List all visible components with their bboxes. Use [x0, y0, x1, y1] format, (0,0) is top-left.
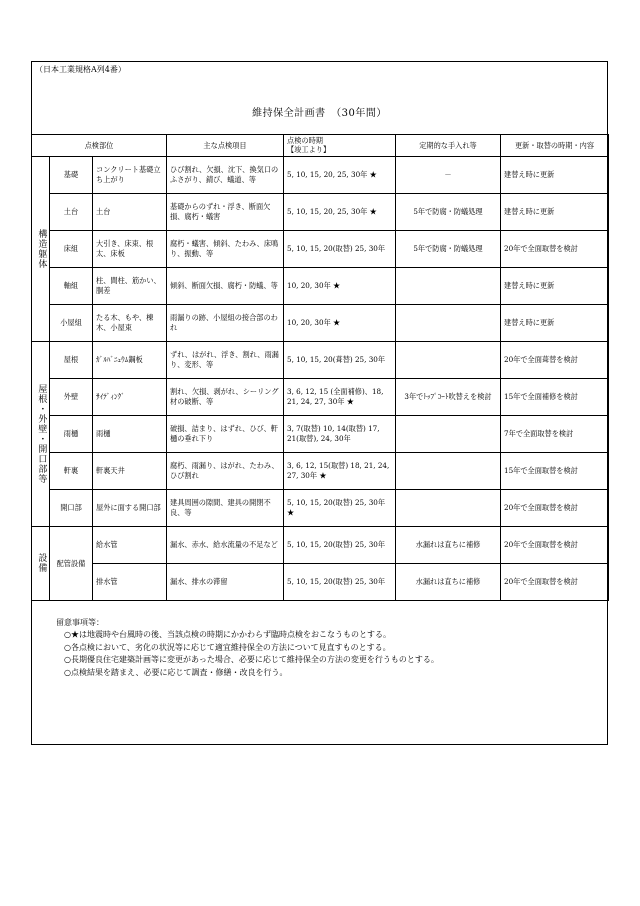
row-replace: 15年で全面取替を検討 [501, 452, 609, 489]
row-member: 給水管 [93, 526, 167, 563]
row-member: 雨樋 [93, 415, 167, 452]
row-items: 傾斜、断面欠損、腐朽・防蟻、等 [167, 267, 284, 304]
row-care [396, 489, 501, 526]
row-category: 開口部 [50, 489, 93, 526]
row-care [396, 267, 501, 304]
row-member: 柱、間柱、筋かい、胴差 [93, 267, 167, 304]
document-frame [31, 61, 608, 745]
row-timing: 5, 10, 15, 20, 25, 30年 ★ [284, 156, 396, 193]
row-category: 外壁 [50, 378, 93, 415]
row-replace: 建替え時に更新 [501, 267, 609, 304]
notes-heading: 留意事項等： [56, 618, 104, 627]
row-care: 5年で防腐・防蟻処理 [396, 193, 501, 230]
note-line: ○長期優良住宅建築計画等に変更があった場合、必要に応じて維持保全の方法の変更を行うものとする。 [64, 655, 439, 665]
row-timing: 3, 7(取替) 10, 14(取替) 17, 21(取替), 24, 30年 [284, 415, 396, 452]
row-timing: 10, 20, 30年 ★ [284, 304, 396, 341]
row-timing: 5, 10, 15, 20(取替) 25, 30年 [284, 526, 396, 563]
row-replace: 建替え時に更新 [501, 304, 609, 341]
row-replace: 15年で全面補修を検討 [501, 378, 609, 415]
table-row [32, 156, 609, 193]
header-timing-line2: 【竣工より】 [287, 145, 331, 155]
note-line: ○★は地震時や台風時の後、当該点検の時期にかかわらず臨時点検をおこなうものとする。 [64, 630, 391, 640]
table-row [32, 526, 609, 563]
row-category: 小屋組 [50, 304, 93, 341]
row-replace: 20年で全面取替を検討 [501, 563, 609, 600]
table-row [32, 563, 609, 600]
row-care [396, 304, 501, 341]
page-title: 維持保全計画書 （30年間） [252, 108, 387, 119]
row-care: － [396, 156, 501, 193]
table-row [32, 230, 609, 267]
table-header-row [32, 135, 609, 157]
row-timing: 5, 10, 15, 20(取替) 25, 30年 [284, 563, 396, 600]
row-care [396, 452, 501, 489]
row-replace: 20年で全面取替を検討 [501, 526, 609, 563]
row-member: 軒裏天井 [93, 452, 167, 489]
row-items: 基礎からのずれ・浮き、断面欠損、腐朽・蟻害 [167, 193, 284, 230]
table-row [32, 267, 609, 304]
row-care [396, 415, 501, 452]
row-timing: 5, 10, 15, 20(取替) 25, 30年 [284, 230, 396, 267]
row-replace: 建替え時に更新 [501, 193, 609, 230]
row-category: 軸組 [50, 267, 93, 304]
row-care: 5年で防腐・防蟻処理 [396, 230, 501, 267]
row-items: 腐朽、雨漏り、はがれ、たわみ、ひび割れ [167, 452, 284, 489]
row-items: 腐朽・蟻害、傾斜、たわみ、床鳴り、振動、等 [167, 230, 284, 267]
maintenance-table [31, 134, 609, 601]
header-timing [284, 135, 396, 157]
table-row [32, 415, 609, 452]
header-replace: 更新・取替の時期・内容 [501, 135, 609, 157]
row-items: 割れ、欠損、剥がれ、シーリング材の破断、等 [167, 378, 284, 415]
row-care: 水漏れは直ちに補修 [396, 563, 501, 600]
row-replace: 建替え時に更新 [501, 156, 609, 193]
group-structure: 構造躯体 [32, 156, 50, 341]
row-care [396, 341, 501, 378]
row-timing: 3, 6, 12, 15(取替) 18, 21, 24, 27, 30年 ★ [284, 452, 396, 489]
header-timing-line1: 点検の時期 [287, 136, 323, 145]
row-category: 基礎 [50, 156, 93, 193]
row-member: 土台 [93, 193, 167, 230]
row-replace: 20年で全面葺替を検討 [501, 341, 609, 378]
row-timing: 5, 10, 15, 20, 25, 30年 ★ [284, 193, 396, 230]
standard-label: （日本工業規格A列4番） [35, 65, 126, 74]
row-replace: 7年で全面取替を検討 [501, 415, 609, 452]
row-member: ｻｲﾃﾞｨﾝｸﾞ [93, 378, 167, 415]
note-line: ○各点検において、劣化の状況等に応じて適宜維持保全の方法について見直すものとする。 [64, 642, 391, 652]
row-replace: 20年で全面取替を検討 [501, 230, 609, 267]
row-category: 雨樋 [50, 415, 93, 452]
table-row [32, 452, 609, 489]
row-items: 建具周囲の隙間、建具の開閉不良、等 [167, 489, 284, 526]
row-timing: 3, 6, 12, 15 (全面補修)、18, 21, 24, 27, 30年 ★ [284, 378, 396, 415]
group-equipment: 設備 [32, 526, 50, 600]
row-items: ずれ、はがれ、浮き、割れ、雨漏り、変形、等 [167, 341, 284, 378]
row-replace: 20年で全面取替を検討 [501, 489, 609, 526]
notes-section [56, 617, 439, 679]
row-items: 雨漏りの跡、小屋組の接合部のわれ [167, 304, 284, 341]
table-row [32, 378, 609, 415]
note-line: ○点検結果を踏まえ、必要に応じて調査・修繕・改良を行う。 [64, 667, 288, 677]
row-timing: 5, 10, 15, 20(葺替) 25, 30年 [284, 341, 396, 378]
row-category: 配管設備 [50, 526, 93, 600]
row-timing: 10, 20, 30年 ★ [284, 267, 396, 304]
row-category: 床組 [50, 230, 93, 267]
row-member: 屋外に面する開口部 [93, 489, 167, 526]
row-category: 屋根 [50, 341, 93, 378]
group-roof-wall: 屋根・外壁・開口部等 [32, 341, 50, 526]
row-care: 3年でﾄｯﾌﾟｺｰﾄ吹替えを検討 [396, 378, 501, 415]
row-member: ｶﾞﾙﾊﾞﾆｭｳﾑ鋼板 [93, 341, 167, 378]
table-row [32, 341, 609, 378]
row-category: 土台 [50, 193, 93, 230]
row-member: コンクリート基礎立ち上がり [93, 156, 167, 193]
header-part: 点検部位 [32, 135, 167, 157]
row-items: 破損、詰まり、はずれ、ひび、軒樋の垂れ下り [167, 415, 284, 452]
row-items: ひび割れ、欠損、沈下、換気口のふさがり、錆び、蟻道、等 [167, 156, 284, 193]
table-row [32, 304, 609, 341]
row-timing: 5, 10, 15, 20(取替) 25, 30年 ★ [284, 489, 396, 526]
row-member: たる木、もや、棟木、小屋束 [93, 304, 167, 341]
row-member: 排水管 [93, 563, 167, 600]
row-items: 漏水、赤水、給水流量の不足など [167, 526, 284, 563]
row-items: 漏水、排水の滞留 [167, 563, 284, 600]
header-items: 主な点検項目 [167, 135, 284, 157]
row-category: 軒裏 [50, 452, 93, 489]
row-member: 大引き、床束、根太、床板 [93, 230, 167, 267]
row-care: 水漏れは直ちに補修 [396, 526, 501, 563]
table-row [32, 489, 609, 526]
table-row [32, 193, 609, 230]
header-care: 定期的な手入れ等 [396, 135, 501, 157]
